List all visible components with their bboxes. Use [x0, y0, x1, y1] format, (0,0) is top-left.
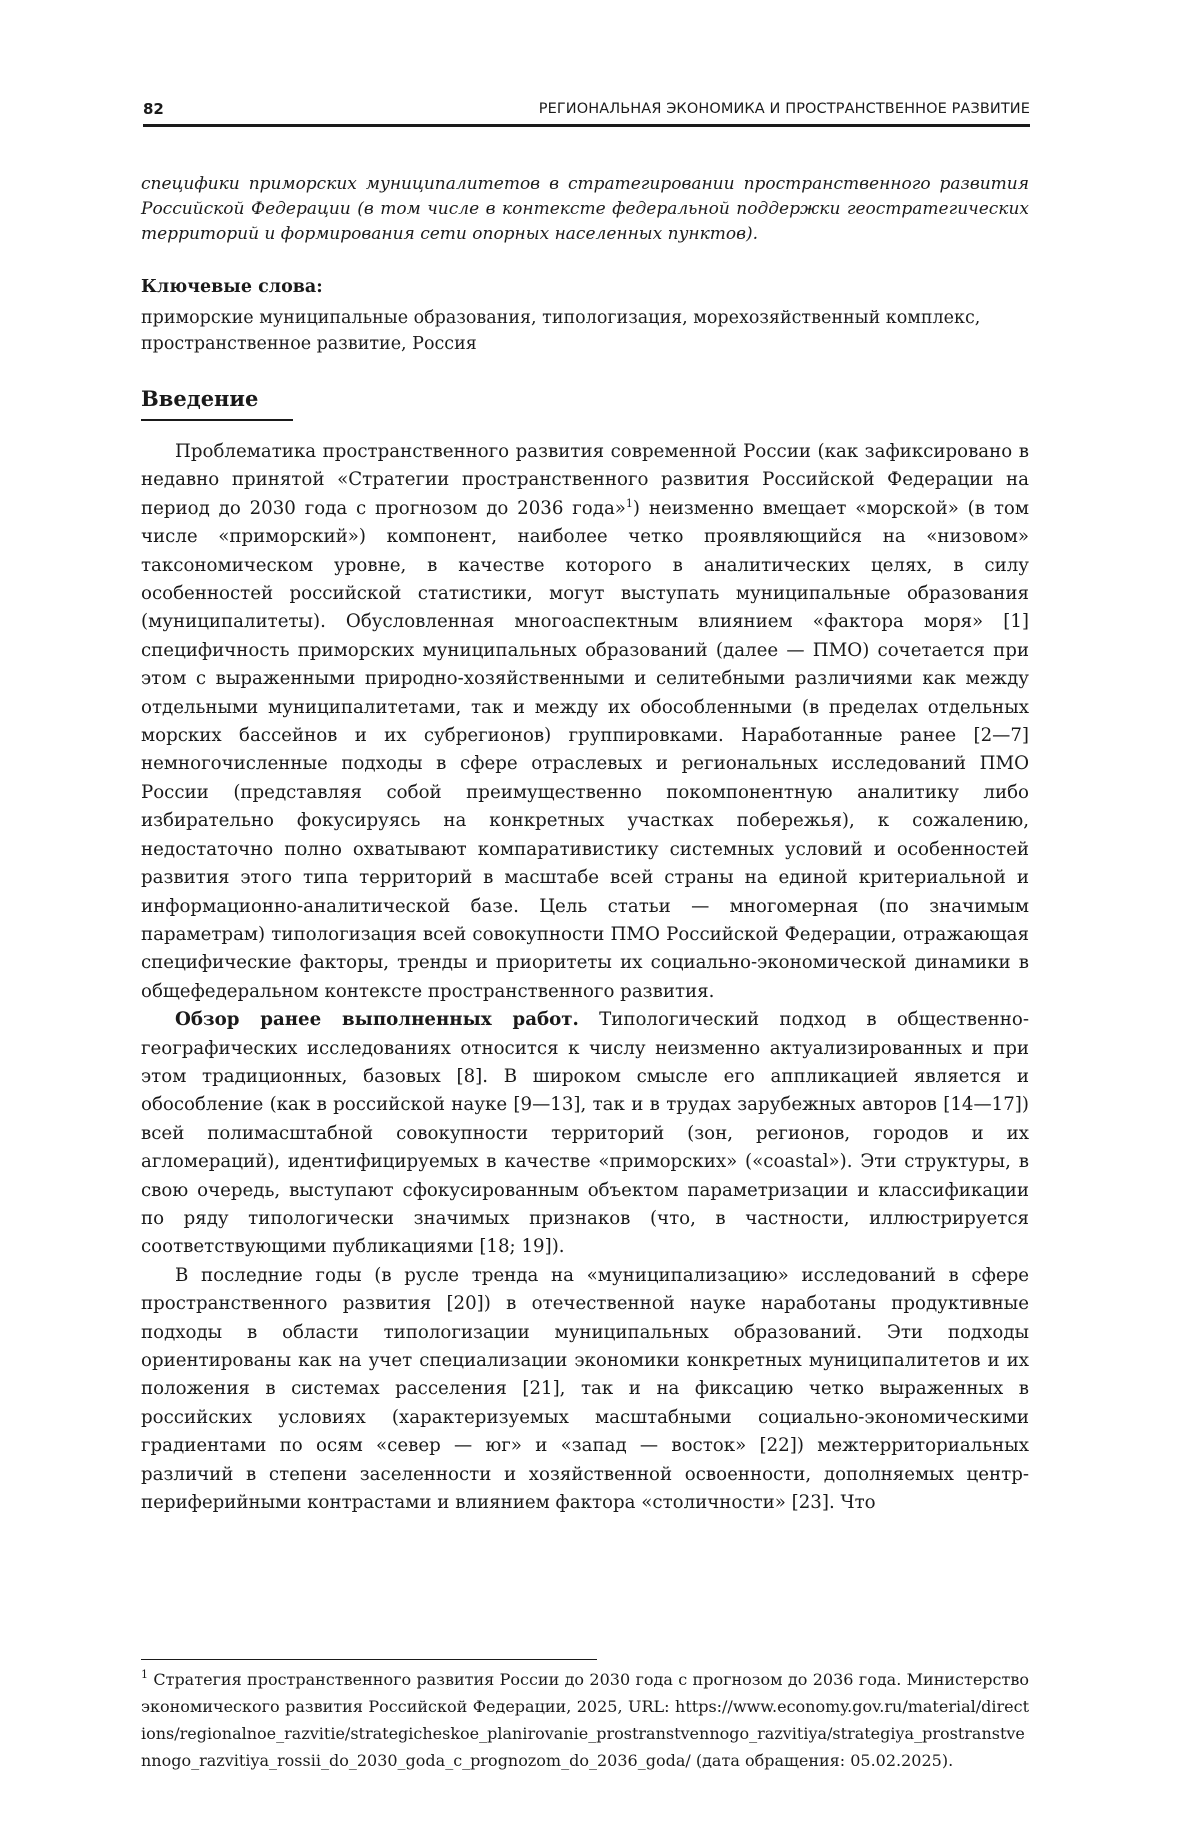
section-title-underline	[141, 419, 293, 421]
footnote	[141, 1666, 1029, 1774]
body-text	[141, 438, 1029, 1517]
footnote-access-date: (дата обращения: 05.02.2025).	[690, 1751, 954, 1770]
footnote-text: Стратегия пространственного развития России до 2030 года с прогнозом до 2036 года. Министерство экономического развития Российской Федерации, 2025, URL:	[141, 1670, 1029, 1716]
paragraph-3: В последние годы (в русле тренда на «муниципализацию» исследований в сфере пространственного развития [20]) в отечественной науке наработаны продуктивные подходы в области типологизации муниципальных образований. Эти подходы ориентированы как на учет специализации экономики конкретных муниципалитетов и их положения в системах расселения [21], так и на фиксацию четко выраженных в российских условиях (характеризуемых масштабными социально-экономическими градиентами по осям «север — юг» и «запад — восток» [22]) межтерриториальных различий в степени заселенности и хозяйственной освоенности, дополняемых центр-периферийными контрастами и влиянием фактора «столичности» [23]. Что	[141, 1264, 1029, 1514]
running-header	[143, 100, 1030, 126]
page-number: 82	[143, 100, 164, 118]
keywords-text: приморские муниципальные образования, типологизация, морехозяйственный комплекс, пространственное развитие, Россия	[141, 308, 981, 354]
paragraph-2	[141, 1006, 1029, 1262]
footnote-rule	[141, 1659, 597, 1660]
paragraph-1	[141, 438, 1029, 1006]
paragraph-2-text: Типологический подход в общественно-географических исследованиях относится к числу неизменно актуализированных и при этом традиционных, базовых [8]. В широком смысле его аппликацией является и обособление (как в российской науке [9—13], так и в трудах зарубежных авторов [14—17]) всей полимасштабной совокупности территорий (зон, регионов, городов и их агломераций), идентифицируемых в качестве «приморских» («coastal»). Эти структуры, в свою очередь, выступают сфокусированным объектом параметризации и классификации по ряду типологически значимых признаков (что, в частности, иллюстрируется соответствующими публикациями [18; 19]).	[141, 1009, 1029, 1258]
header-rule	[143, 124, 1030, 127]
section-title: Введение	[141, 386, 259, 411]
paragraph-2-lead: Обзор ранее выполненных работ.	[175, 1009, 579, 1031]
paragraph-1-start: Проблематика пространственного развития современной России (как зафиксировано в недавно принятой «Стратегии пространственного развития Российской Федерации на период до 2030 года с прогнозом до 2036 года»	[141, 441, 1029, 519]
abstract-tail: специфики приморских муниципалитетов в стратегировании пространственного развития Российской Федерации (в том числе в контексте федеральной поддержки геостратегических территорий и формирования сети опорных населенных пунктов).	[141, 174, 1029, 244]
footnote-marker: 1	[141, 1668, 148, 1681]
paragraph-1-end: ) неизменно вмещает «морской» (в том числе «приморский») компонент, наиболее четко проявляющийся на «низовом» таксономическом уровне, в качестве которого в аналитических целях, в силу особенностей российской статистики, могут выступать муниципальные образования (муниципалитеты). Обусловленная многоаспектным влиянием «фактора моря» [1] специфичность приморских муниципальных образований (далее — ПМО) сочетается при этом с выраженными природно-хозяйственными и селитебными различиями как между отдельными муниципалитетами, так и между их обособленными (в пределах отдельных морских бассейнов и их субрегионов) группировками. Наработанные ранее [2—7] немногочисленные подходы в сфере отраслевых и региональных исследований ПМО России (представляя собой преимущественно покомпонентную аналитику либо избирательно фокусируясь на конкретных участках побережья), к сожалению, недостаточно полно охватывают компаративистику системных условий и особенностей развития этого типа территорий в масштабе всей страны на единой критериальной и информационно-аналитической базе. Цель статьи — многомерная (по значимым параметрам) типологизация всей совокупности ПМО Российской Федерации, отражающая специфические факторы, тренды и приоритеты их социально-экономической динамики в общефедеральном контексте пространственного развития.	[141, 497, 1029, 1002]
footnote-link[interactable]: https://www.economy.gov.ru/material/directions/regionalnoe_razvitie/strategicheskoe_planirovanie_prostranstvennogo_razvitiya/strategiya_prostranstvennogo_razvitiya_rossii_do_2030_goda_c_prognozom_do_2036_goda/	[141, 1697, 1029, 1770]
keywords-title: Ключевые слова:	[141, 277, 323, 297]
footnote-ref[interactable]: 1	[625, 496, 633, 510]
journal-title: РЕГИОНАЛЬНАЯ ЭКОНОМИКА И ПРОСТРАНСТВЕННОЕ РАЗВИТИЕ	[538, 101, 1030, 117]
